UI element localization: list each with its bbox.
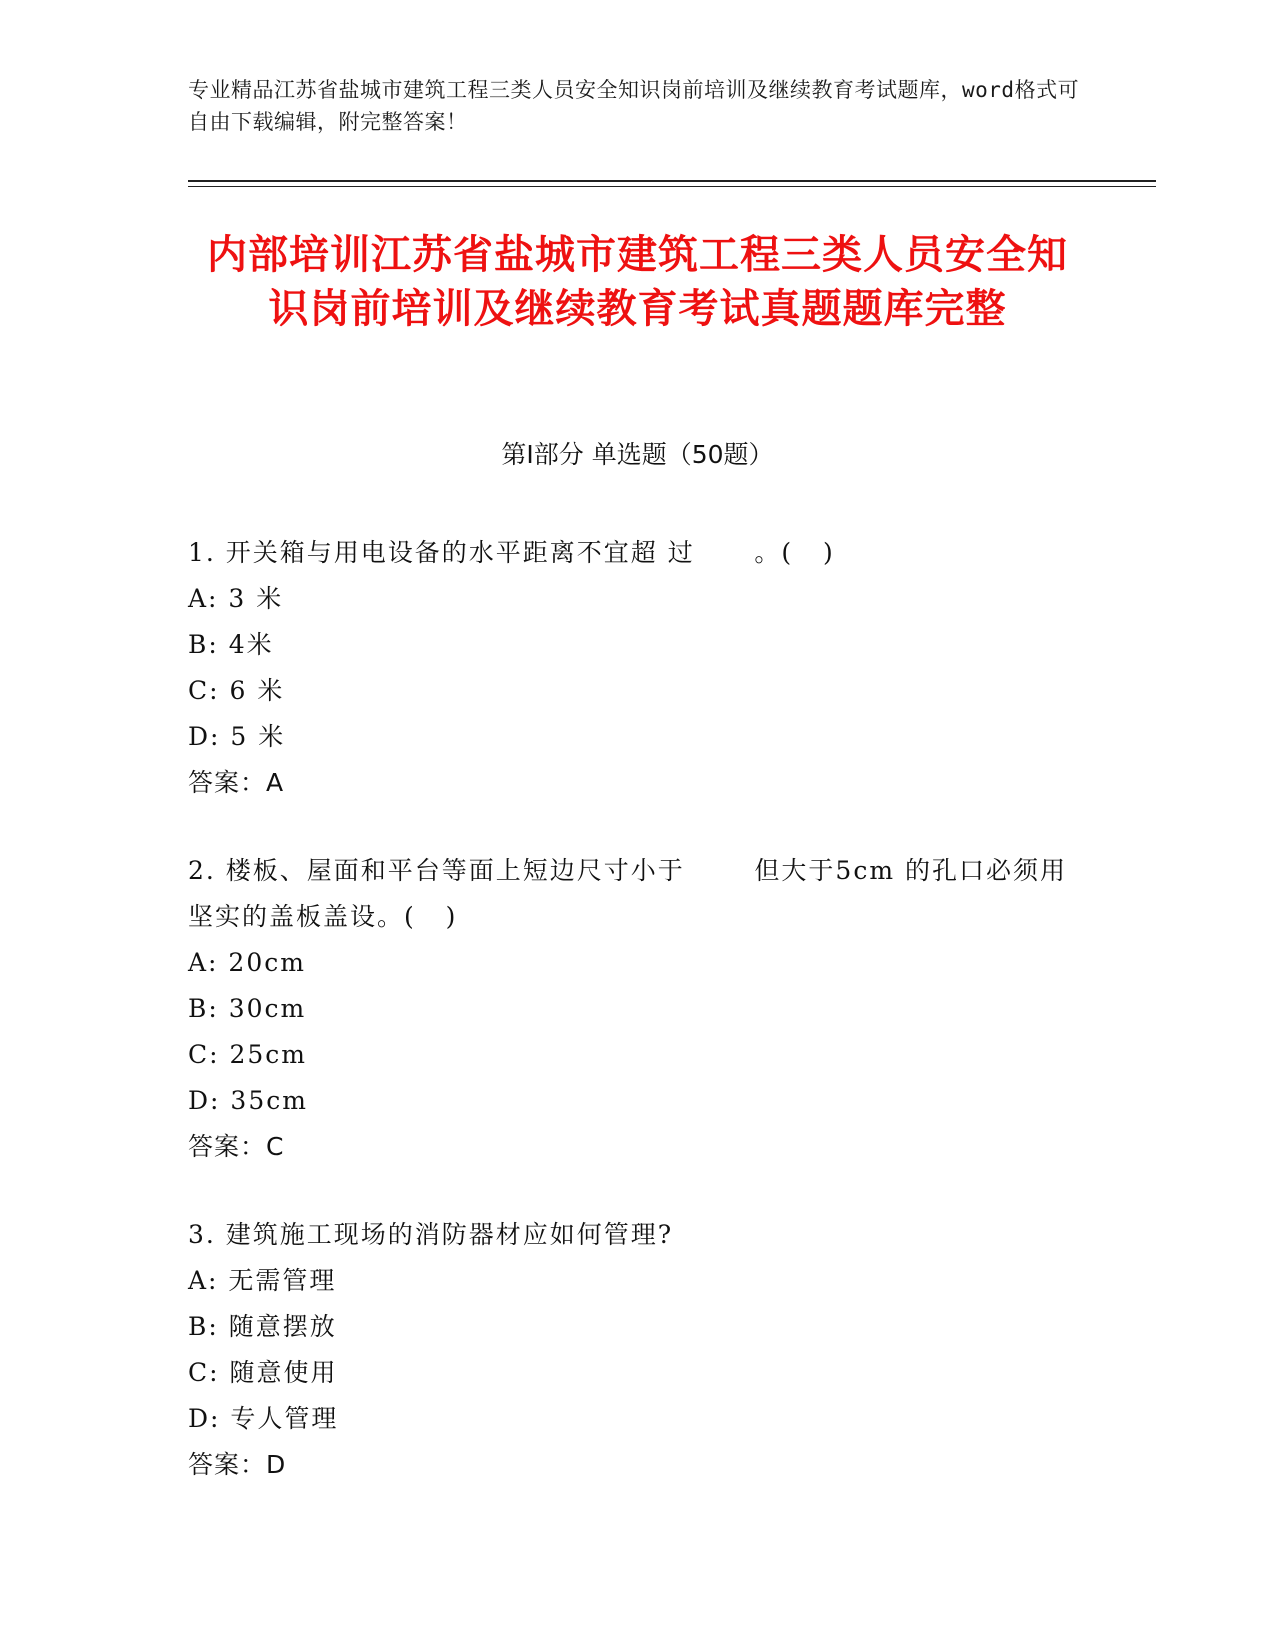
answer-line: 答案：C [188,1132,285,1161]
question-item [188,1212,1088,1488]
question-list [188,530,1088,1530]
option-c: C: 6 米 [188,676,285,705]
option-d: D: 5 米 [188,722,286,751]
option-a: A: 20cm [188,948,306,977]
option-c: C: 25cm [188,1040,308,1069]
document-title: 内部培训江苏省盐城市建筑工程三类人员安全知识岗前培训及继续教育考试真题题库完整 [207,232,1068,332]
answer-line: 答案：D [188,1450,287,1479]
question-stem: 1. 开关箱与用电设备的水平距离不宜超 过 。( ) [188,538,835,567]
option-a: A: 无需管理 [188,1266,337,1295]
option-b: B: 4米 [188,630,274,659]
question-stem: 2. 楼板、屋面和平台等面上短边尺寸小于 但大于5cm 的孔口必须用坚实的盖板盖设。( ) [188,856,1067,931]
question-item [188,848,1088,1170]
option-d: D: 35cm [188,1086,308,1115]
question-item [188,530,1088,806]
section-title: 第Ⅰ部分 单选题（50题） [501,440,774,469]
option-b: B: 随意摆放 [188,1312,337,1341]
option-a: A: 3 米 [188,584,284,613]
option-c: C: 随意使用 [188,1358,338,1387]
option-b: B: 30cm [188,994,307,1023]
question-stem: 3. 建筑施工现场的消防器材应如何管理? [188,1220,674,1249]
answer-line: 答案：A [188,768,285,797]
option-d: D: 专人管理 [188,1404,339,1433]
header-divider-thick [188,180,1156,182]
header-divider-thin [188,186,1156,187]
header-note: 专业精品江苏省盐城市建筑工程三类人员安全知识岗前培训及继续教育考试题库，word格式可自由下载编辑，附完整答案！ [188,78,1080,134]
